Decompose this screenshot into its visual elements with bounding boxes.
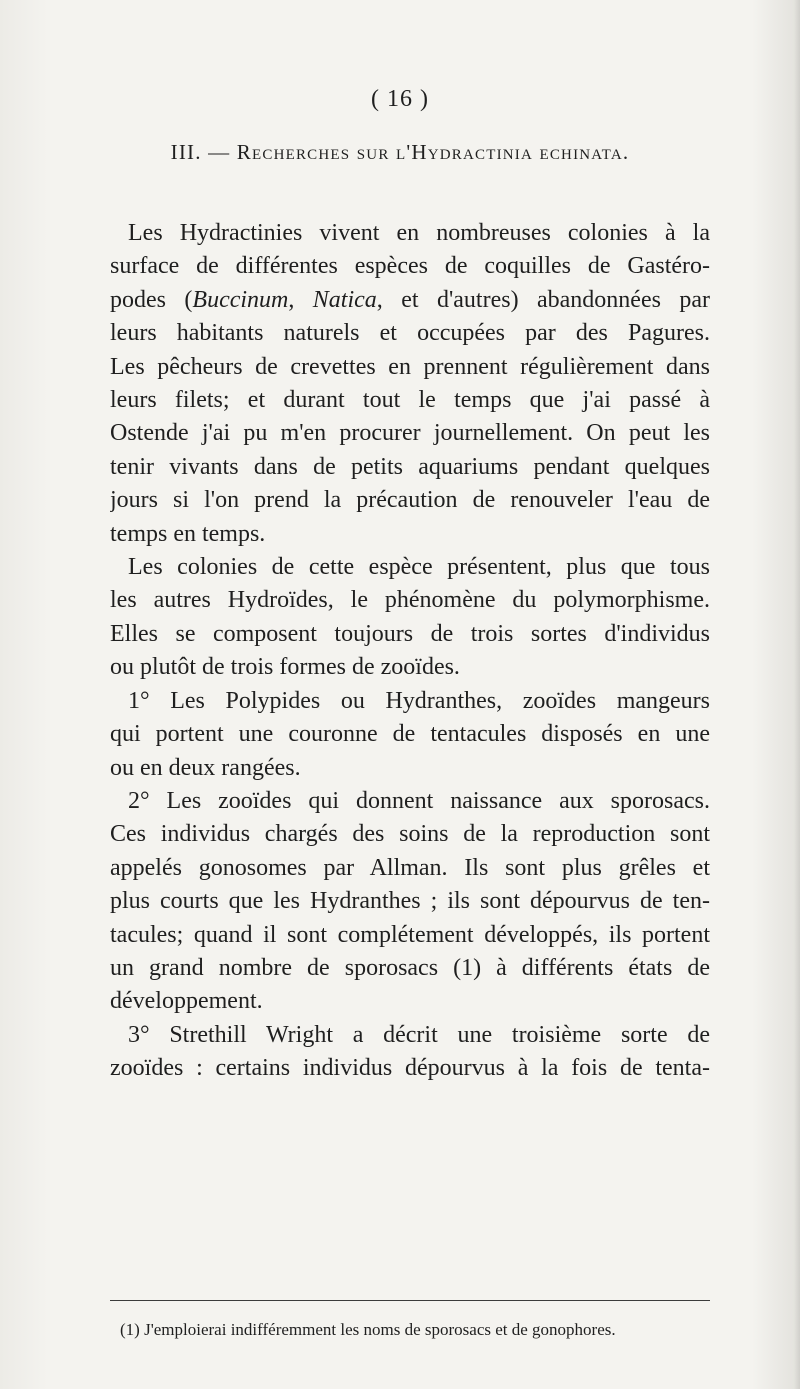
text-line: jours si l'on prend la précaution de renouveler l'eau de <box>110 487 710 514</box>
page-edge-shadow <box>794 0 800 1389</box>
text-line: Elles se composent toujours de trois sortes d'individus <box>110 620 710 647</box>
text-line: tenir vivants dans de petits aquariums pendant quelques <box>110 453 710 480</box>
section-heading-title: — Recherches sur l'Hydractinia echinata. <box>208 140 630 164</box>
text-line: ou en deux rangées. <box>110 754 301 781</box>
text-line: temps en temps. <box>110 520 266 547</box>
text-line: Les colonies de cette espèce présentent, plus que tous <box>128 554 710 581</box>
text-line: podes (Buccinum, Natica, et d'autres) abandonnées par <box>110 286 710 313</box>
text-line: Ces individus chargés des soins de la reproduction sont <box>110 821 710 848</box>
text-line: 3° Strethill Wright a décrit une troisième sorte de <box>128 1021 710 1048</box>
text-line: 2° Les zooïdes qui donnent naissance aux sporosacs. <box>128 787 710 814</box>
section-heading <box>0 140 800 165</box>
text-line: qui portent une couronne de tentacules disposés en une <box>110 721 710 748</box>
text-line: ou plutôt de trois formes de zooïdes. <box>110 654 460 681</box>
text-line: les autres Hydroïdes, le phénomène du polymorphisme. <box>110 587 710 614</box>
section-heading-number: III. <box>170 140 202 164</box>
text-line: Les pêcheurs de crevettes en prennent régulièrement dans <box>110 353 710 380</box>
text-line: Ostende j'ai pu m'en procurer journellement. On peut les <box>110 420 710 447</box>
text-line: leurs habitants naturels et occupées par des Pagures. <box>110 320 710 347</box>
genus-name: Natica <box>312 286 377 313</box>
genus-name: Buccinum <box>192 286 289 313</box>
body-text <box>110 217 710 1086</box>
footnote-rule <box>110 1300 710 1301</box>
text-line: plus courts que les Hydranthes ; ils sont dépourvus de ten- <box>110 888 710 915</box>
text-line: tacules; quand il sont complétement développés, ils portent <box>110 921 710 948</box>
footnote: (1) J'emploierai indifféremment les noms de sporosacs et de gonophores. <box>120 1320 616 1339</box>
text-line: Les Hydractinies vivent en nombreuses colonies à la <box>128 220 710 246</box>
text-line: un grand nombre de sporosacs (1) à différents états de <box>110 954 710 981</box>
text-line: zooïdes : certains individus dépourvus à la fois de tenta- <box>110 1055 710 1082</box>
text-line: surface de différentes espèces de coquilles de Gastéro- <box>110 253 710 280</box>
text-line: leurs filets; et durant tout le temps que j'ai passé à <box>110 387 710 414</box>
text-line: appelés gonosomes par Allman. Ils sont plus grêles et <box>110 854 710 881</box>
page-number: ( 16 ) <box>371 86 429 112</box>
text-line: 1° Les Polypides ou Hydranthes, zooïdes mangeurs <box>128 687 710 714</box>
text-line: développement. <box>110 988 263 1015</box>
